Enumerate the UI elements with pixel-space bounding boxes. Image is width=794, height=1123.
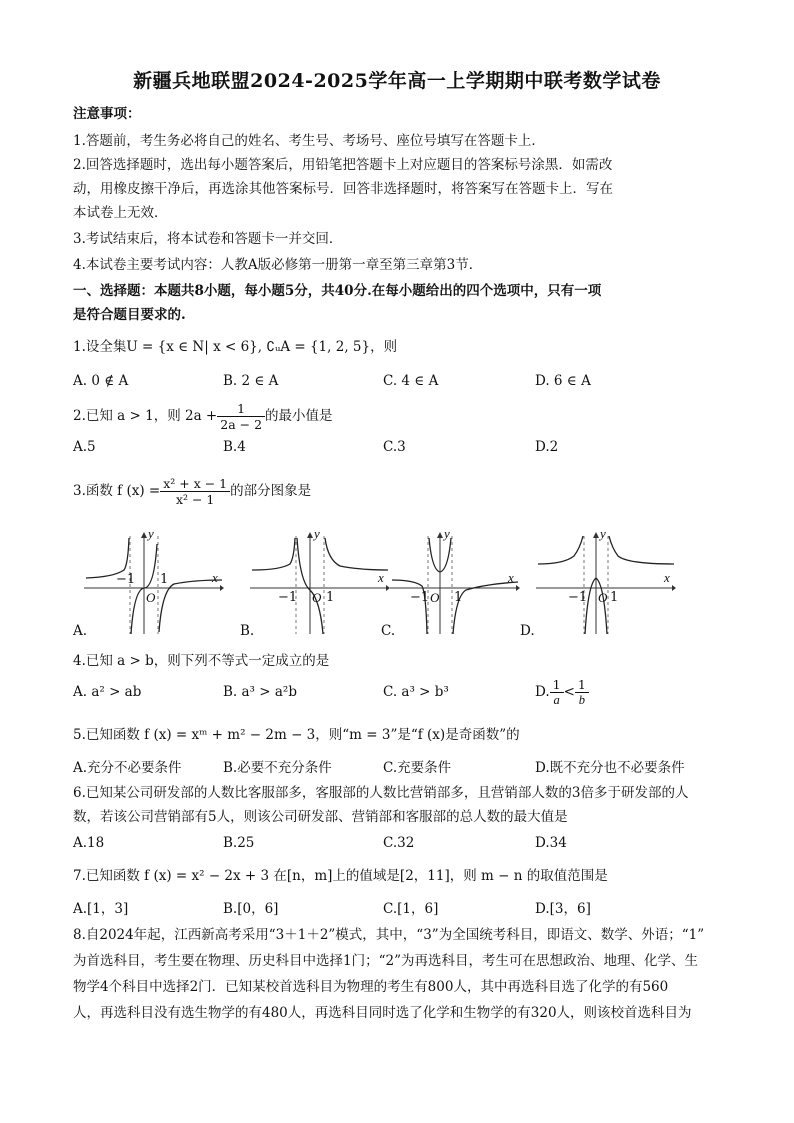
q7-stem: 7.已知函数 f (x) = x² − 2x + 3 在[n，m]上的值域是[2，11]，则 m − n 的取值范围是 — [73, 868, 608, 884]
q5-option-c: C.充要条件 — [383, 760, 452, 776]
notice-heading: 注意事项： — [73, 106, 141, 122]
q5-option-d: D.既不充分也不必要条件 — [535, 760, 685, 776]
q4-option-c: C. a³ > b³ — [383, 684, 449, 700]
graph-y-label: y — [314, 526, 320, 541]
notice-item: 4.本试卷主要考试内容：人教A版必修第一册第一章至第三章第3节． — [73, 257, 483, 273]
graph-tick-m1: −1 — [568, 590, 588, 605]
q3-option-d: D. — [520, 623, 535, 639]
q2-option-a: A.5 — [73, 439, 96, 455]
graph-tick-m1: −1 — [116, 572, 136, 587]
q2-stem-post: 的最小值是 — [265, 408, 333, 424]
q5-stem: 5.已知函数 f (x) = xᵐ + m² − 2m − 3，则“m = 3”是“f (x)是奇函数”的 — [73, 727, 520, 743]
q3-graph-c — [390, 526, 520, 638]
q7-option-a: A.[1，3] — [73, 901, 129, 917]
q2-fraction — [217, 401, 265, 432]
graph-origin: O — [312, 590, 322, 605]
graph-tick-p1: 1 — [454, 590, 463, 605]
graph-tick-p1: 1 — [160, 572, 169, 587]
q6-option-b: B.25 — [223, 835, 255, 851]
q4-frac-1a — [550, 677, 564, 708]
graph-x-label: x — [378, 570, 384, 585]
section-heading: 一、选择题：本题共8小题，每小题5分，共40分.在每小题给出的四个选项中，只有一项 — [73, 283, 602, 299]
q6-option-c: C.32 — [383, 835, 415, 851]
q3-graph-a — [84, 526, 224, 638]
q2-fraction-num: 1 — [217, 401, 265, 417]
q3-fraction — [160, 476, 230, 507]
q8-stem: 8.自2024年起，江西新高考采用“3＋1＋2”模式，其中，“3”为全国统考科目，即语文、数学、外语；“1” — [73, 927, 705, 943]
q1-option-c: C. 4 ∈ A — [383, 373, 439, 389]
q8-stem-cont: 为首选科目，考生要在物理、历史科目中选择1门；“2”为再选科目，考生可在思想政治、地理、化学、生 — [73, 953, 698, 969]
q1-option-a: A. 0 ∉ A — [73, 373, 129, 389]
graph-y-label: y — [444, 526, 450, 541]
q3-fraction-num: x² + x − 1 — [160, 476, 230, 492]
q2-option-c: C.3 — [383, 439, 406, 455]
notice-item: 2.回答选择题时，选出每小题答案后，用铅笔把答题卡上对应题目的答案标号涂黑．如需改 — [73, 157, 613, 173]
graph-origin: O — [598, 590, 608, 605]
graph-tick-m1: −1 — [278, 590, 298, 605]
graph-tick-m1: −1 — [410, 590, 430, 605]
q1-stem: 1.设全集U = {x ∈ N| x < 6}, ∁ᵤA = {1, 2, 5}，则 — [73, 339, 398, 355]
q1-option-d: D. 6 ∈ A — [535, 373, 591, 389]
graph-x-label: x — [508, 570, 514, 585]
q2-option-b: B.4 — [223, 439, 246, 455]
q6-option-a: A.18 — [73, 835, 105, 851]
section-heading-cont: 是符合题目要求的. — [73, 307, 186, 323]
q4-frac-1b — [575, 677, 589, 708]
q3-option-a: A. — [73, 623, 88, 639]
q3-stem — [73, 473, 723, 509]
q6-option-d: D.34 — [535, 835, 567, 851]
notice-item: 1.答题前，考生务必将自己的姓名、考生号、考场号、座位号填写在答题卡上． — [73, 133, 545, 149]
q3-graph-d — [536, 526, 676, 638]
q3-option-c: C. — [381, 623, 396, 639]
q3-fraction-den: x² − 1 — [175, 492, 215, 507]
q8-stem-cont: 物学4个科目中选择2门．已知某校首选科目为物理的考生有800人，其中再选科目选了化学的有560 — [73, 979, 669, 995]
graph-origin: O — [430, 590, 440, 605]
less-than: < — [563, 684, 575, 700]
q8-stem-cont: 人，再选科目没有选生物学的有480人，再选科目同时选了化学和生物学的有320人，则该校首选科目为 — [73, 1005, 692, 1021]
exam-title: 新疆兵地联盟2024-2025学年高一上学期期中联考数学试卷 — [133, 70, 661, 92]
q3-option-b: B. — [240, 623, 255, 639]
q2-fraction-den: 2a − 2 — [220, 417, 263, 432]
q5-option-a: A.充分不必要条件 — [73, 760, 182, 776]
q7-option-b: B.[0，6] — [223, 901, 279, 917]
q1-option-b: B. 2 ∈ A — [223, 373, 279, 389]
q3-stem-post: 的部分图象是 — [230, 483, 312, 499]
q4-option-a: A. a² > ab — [73, 684, 142, 700]
q4-option-d-label: D. — [535, 684, 550, 700]
q7-option-c: C.[1，6] — [383, 901, 439, 917]
notice-item: 3.考试结束后，将本试卷和答题卡一并交回． — [73, 231, 343, 247]
frac-den: b — [578, 693, 585, 707]
q7-option-d: D.[3，6] — [535, 901, 591, 917]
q3-graph-b — [250, 526, 390, 638]
graph-origin: O — [146, 590, 156, 605]
q2-stem-pre: 2.已知 a > 1，则 2a + — [73, 408, 218, 424]
notice-item: 本试卷上无效． — [73, 205, 168, 221]
frac-num: 1 — [550, 677, 564, 693]
graph-tick-p1: 1 — [610, 590, 619, 605]
q3-stem-pre: 3.函数 f (x) = — [73, 483, 161, 499]
q4-stem: 4.已知 a > b，则下列不等式一定成立的是 — [73, 653, 330, 669]
graph-y-label: y — [148, 526, 154, 541]
q4-option-d — [535, 674, 589, 710]
graph-y-label: y — [600, 526, 606, 541]
graph-x-label: x — [664, 570, 670, 585]
q6-stem-cont: 数，若该公司营销部有5人，则该公司研发部、营销部和客服部的总人数的最大值是 — [73, 809, 568, 825]
notice-item: 动，用橡皮擦干净后，再选涂其他答案标号．回答非选择题时，将答案写在答题卡上．写在 — [73, 181, 613, 197]
frac-num: 1 — [575, 677, 589, 693]
q6-stem: 6.已知某公司研发部的人数比客服部多，客服部的人数比营销部多，且营销部人数的3倍多于研发部的人 — [73, 785, 689, 801]
frac-den: a — [553, 693, 560, 707]
q2-option-d: D.2 — [535, 439, 559, 455]
q4-option-b: B. a³ > a²b — [223, 684, 297, 700]
graph-x-label: x — [212, 570, 218, 585]
graph-tick-p1: 1 — [326, 590, 335, 605]
q5-option-b: B.必要不充分条件 — [223, 760, 332, 776]
q2-stem — [73, 398, 723, 434]
